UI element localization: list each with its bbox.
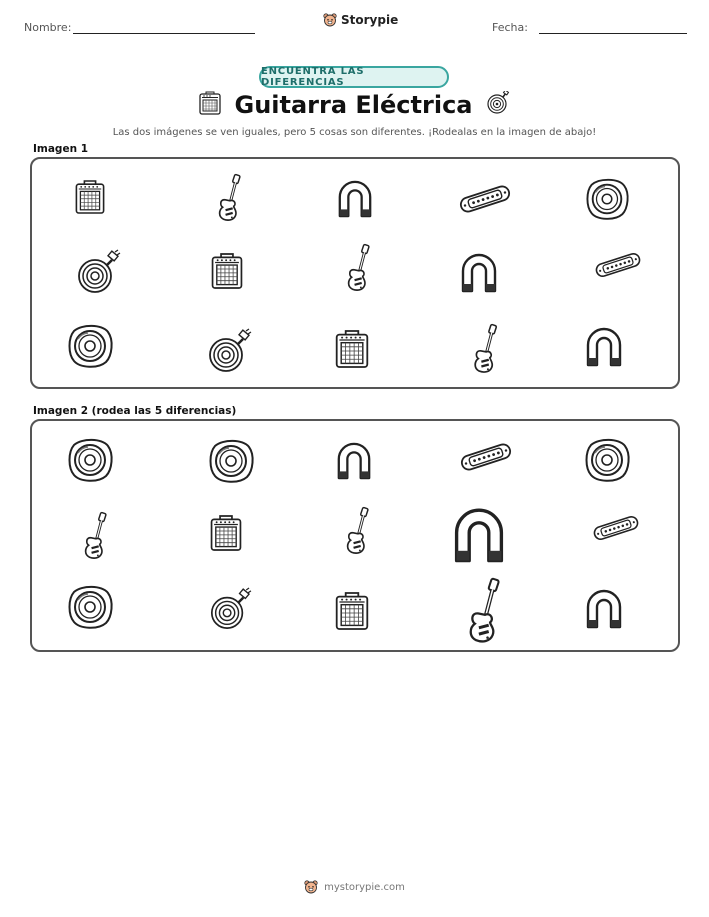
amplifier-icon	[199, 91, 221, 119]
guitar-icon[interactable]	[82, 512, 110, 560]
footer	[0, 880, 709, 894]
guitar-icon[interactable]	[465, 578, 505, 644]
name-label: Nombre:	[24, 21, 72, 34]
cable-icon[interactable]	[208, 589, 250, 631]
speaker-icon[interactable]	[68, 324, 112, 368]
guitar-icon[interactable]	[345, 244, 373, 292]
guitar-icon[interactable]	[344, 507, 372, 555]
page-title: Guitarra Eléctrica	[234, 91, 473, 119]
magnet-icon[interactable]	[584, 325, 624, 367]
brand-logo	[323, 13, 398, 27]
guitar-icon[interactable]	[471, 324, 501, 374]
instructions: Las dos imágenes se ven iguales, pero 5 cosas son diferentes. ¡Rodealas en la imagen de abajo!	[112, 127, 597, 138]
magnet-icon[interactable]	[459, 251, 499, 293]
magnet-icon[interactable]	[584, 587, 624, 629]
cable-icon	[486, 91, 510, 119]
bear-logo-icon	[323, 13, 337, 27]
amplifier-icon[interactable]	[74, 177, 106, 217]
amplifier-icon[interactable]	[210, 252, 244, 290]
guitar-icon[interactable]	[216, 174, 244, 222]
speaker-icon[interactable]	[209, 439, 253, 483]
pickup-icon[interactable]	[593, 249, 643, 281]
title-row	[0, 91, 709, 119]
brand-name: Storypie	[341, 13, 399, 27]
pickup-icon[interactable]	[591, 512, 641, 544]
speaker-icon[interactable]	[68, 585, 112, 629]
date-field-line[interactable]	[539, 33, 687, 34]
speaker-icon[interactable]	[586, 178, 628, 220]
activity-badge: ENCUENTRA LAS DIFERENCIAS	[259, 66, 449, 88]
speaker-icon[interactable]	[585, 438, 629, 482]
amplifier-icon[interactable]	[334, 591, 370, 631]
footer-site: mystorypie.com	[324, 881, 405, 893]
magnet-icon[interactable]	[451, 503, 507, 565]
name-field-line[interactable]	[73, 33, 255, 34]
pickup-icon[interactable]	[458, 441, 514, 473]
speaker-icon[interactable]	[68, 438, 112, 482]
pickup-icon[interactable]	[457, 183, 513, 215]
date-label: Fecha:	[492, 21, 528, 34]
cable-icon[interactable]	[75, 250, 119, 296]
magnet-icon[interactable]	[336, 178, 374, 218]
image2-label: Imagen 2 (rodea las 5 diferencias)	[33, 405, 237, 417]
amplifier-icon[interactable]	[209, 514, 243, 552]
magnet-icon[interactable]	[335, 440, 373, 480]
amplifier-icon[interactable]	[334, 329, 370, 369]
cable-icon[interactable]	[206, 330, 250, 374]
image1-label: Imagen 1	[33, 143, 89, 155]
bear-logo-icon	[304, 880, 318, 894]
